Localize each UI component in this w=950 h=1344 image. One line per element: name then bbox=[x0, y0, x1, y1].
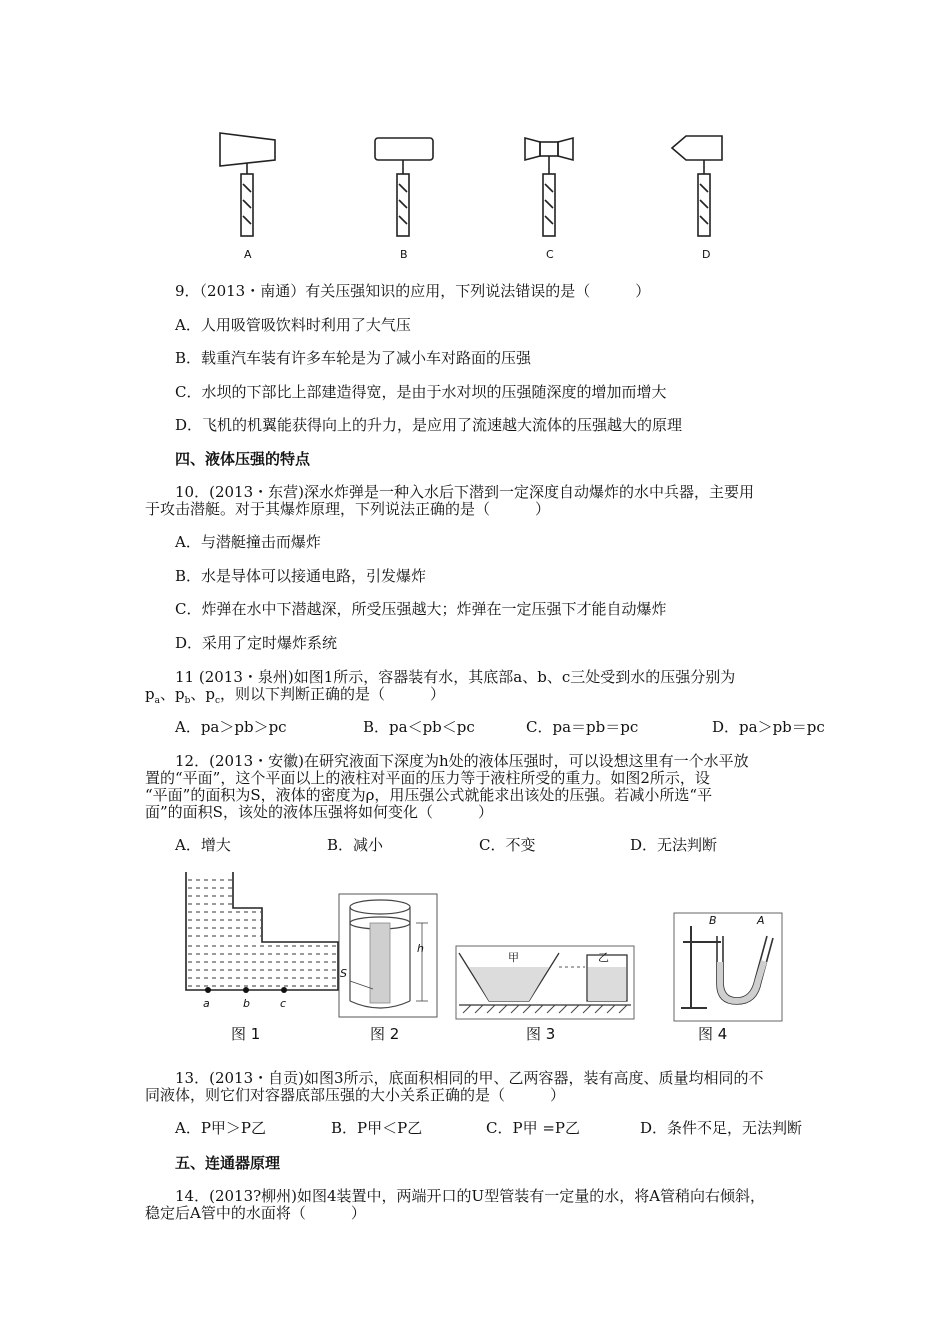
figure-2-label-h: h bbox=[417, 942, 424, 955]
q11-line1: 11 (2013・泉州)如图1所示，容器装有水，其底部a、b、c三处受到水的压强分别为 bbox=[175, 668, 736, 686]
section-heading-4: 四、液体压强的特点 bbox=[175, 450, 311, 468]
q11-line2-tail: ，则以下判断正确的是（ ） bbox=[220, 685, 446, 703]
q12-line3: “平面”的面积为S，液体的密度为ρ，用压强公式就能求出该处的压强。若减小所选“平 bbox=[145, 786, 713, 804]
q9-stem: 9．（2013・南通）有关压强知识的应用，下列说法错误的是（ ） bbox=[175, 282, 651, 300]
top-figure-label-a: A bbox=[244, 248, 252, 261]
q11-option-d: D．pa＞pb＝pc bbox=[712, 718, 825, 736]
q10-option-a: A．与潜艇撞击而爆炸 bbox=[175, 533, 321, 551]
q10-option-d: D．采用了定时爆炸系统 bbox=[175, 634, 338, 652]
q11-line2: $p_a$、$p_b$、$p_c$，则以下判断正确的是（ ） bbox=[145, 685, 446, 706]
figure-1-point-a: a bbox=[203, 997, 210, 1010]
q12-line4: 面”的面积S，该处的液体压强将如何变化（ ） bbox=[145, 803, 493, 821]
figure-3-label-yi: 乙 bbox=[598, 951, 609, 964]
q13-option-a: A．P甲＞P乙 bbox=[175, 1119, 267, 1137]
top-figure-label-b: B bbox=[400, 248, 408, 261]
q10-option-b: B．水是导体可以接通电路，引发爆炸 bbox=[175, 567, 427, 585]
q13-line1: 13．(2013・自贡)如图3所示，底面积相同的甲、乙两容器，装有高度、质量均相同的不 bbox=[175, 1069, 764, 1087]
figure-2-cylinder bbox=[338, 893, 438, 1018]
figure-2-label-s: S bbox=[340, 967, 347, 980]
top-figure bbox=[210, 128, 730, 253]
figure-3-caption: 图 3 bbox=[526, 1025, 556, 1043]
q11-option-a: A．pa＞pb＞pc bbox=[175, 718, 287, 736]
q10-line2: 于攻击潜艇。对于其爆炸原理，下列说法正确的是（ ） bbox=[145, 500, 551, 518]
top-figure-label-d: D bbox=[702, 248, 711, 261]
figure-1-point-b: b bbox=[243, 997, 250, 1010]
q12-line1: 12．(2013・安徽)在研究液面下深度为h处的液体压强时，可以设想这里有一个水平放 bbox=[175, 752, 749, 770]
q9-option-c: C．水坝的下部比上部建造得宽，是由于水对坝的压强随深度的增加而增大 bbox=[175, 383, 667, 401]
q10-line1: 10．(2013・东营)深水炸弹是一种入水后下潜到一定深度自动爆炸的水中兵器，主要用 bbox=[175, 483, 754, 501]
figure-3-label-jia: 甲 bbox=[508, 951, 519, 964]
q10-option-c: C．炸弹在水中下潜越深，所受压强越大；炸弹在一定压强下才能自动爆炸 bbox=[175, 600, 667, 618]
q12-option-d: D．无法判断 bbox=[630, 836, 718, 854]
q12-option-b: B．减小 bbox=[327, 836, 384, 854]
q12-option-a: A．增大 bbox=[175, 836, 231, 854]
q12-option-c: C．不变 bbox=[479, 836, 536, 854]
q14-line2: 稳定后A管中的水面将（ ） bbox=[145, 1204, 366, 1222]
q11-option-b: B．pa＜pb＜pc bbox=[363, 718, 475, 736]
figure-4-label-a: A bbox=[757, 914, 765, 927]
section-heading-5: 五、连通器原理 bbox=[175, 1154, 281, 1172]
figure-4-caption: 图 4 bbox=[698, 1025, 728, 1043]
figure-4-u-tube bbox=[673, 912, 783, 1022]
figure-1-point-c: c bbox=[280, 997, 287, 1010]
q9-option-d: D．飞机的机翼能获得向上的升力，是应用了流速越大流体的压强越大的原理 bbox=[175, 416, 683, 434]
q13-option-b: B．P甲＜P乙 bbox=[331, 1119, 423, 1137]
q13-option-c: C．P甲 =P乙 bbox=[486, 1119, 580, 1137]
q12-line2: 置的“平面”，这个平面以上的液柱对平面的压力等于液柱所受的重力。如图2所示，设 bbox=[145, 769, 710, 787]
figure-2-caption: 图 2 bbox=[370, 1025, 400, 1043]
q9-option-a: A．人用吸管吸饮料时利用了大气压 bbox=[175, 316, 411, 334]
figure-4-label-b: B bbox=[709, 914, 717, 927]
q13-line2: 同液体，则它们对容器底部压强的大小关系正确的是（ ） bbox=[145, 1086, 566, 1104]
q11-option-c: C．pa＝pb＝pc bbox=[526, 718, 639, 736]
top-figure-label-c: C bbox=[546, 248, 554, 261]
figure-1-caption: 图 1 bbox=[231, 1025, 261, 1043]
q14-line1: 14．(2013?柳州)如图4装置中，两端开口的U型管装有一定量的水，将A管稍向右倾斜， bbox=[175, 1187, 766, 1205]
q9-option-b: B．载重汽车装有许多车轮是为了减小车对路面的压强 bbox=[175, 349, 532, 367]
q13-option-d: D．条件不足，无法判断 bbox=[640, 1119, 803, 1137]
